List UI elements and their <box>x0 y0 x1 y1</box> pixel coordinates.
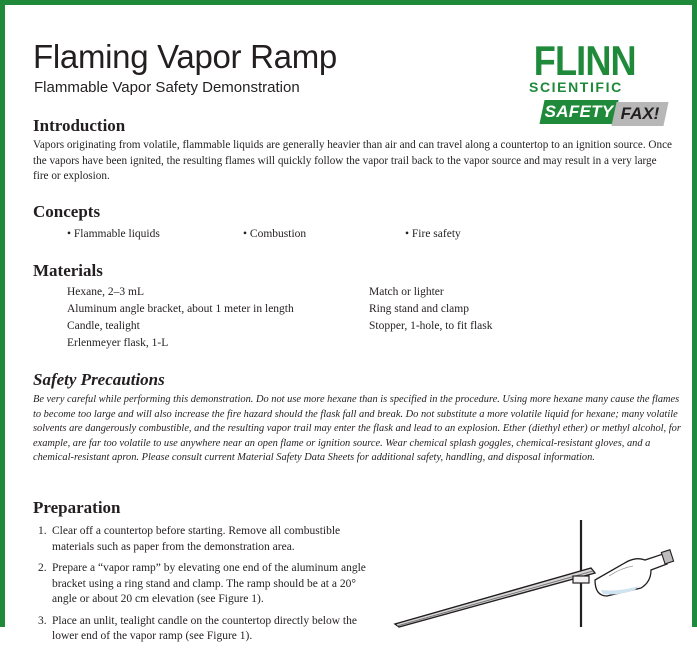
preparation-step <box>38 561 378 608</box>
safety-text: Be very careful while performing this demonstration. Do not use more hexane than is specified in the procedure. Using more hexane many cause the flames to become too large and will also increase the fire hazard should the flask fall and break. Do not substitute a more volatile liquid for hexane; many volatile solvents are dangerously combustible, and the resulting vapor trail may enter the flask and lead to an explosion. Ether (diethyl ether) or methyl alcohol, for example, are far too volatile to use anywhere near an open flame or ignition source. Wear chemical splash goggles, chemical-resistant gloves, and a chemical-resistant apron. Please consult current Material Safety Data Sheets for additional safety, handling, and disposal information. <box>33 394 681 464</box>
material-item: Match or lighter <box>369 286 444 298</box>
step-number: 1. <box>38 525 47 537</box>
preparation-step <box>38 614 378 645</box>
page-subtitle: Flammable Vapor Safety Demonstration <box>34 79 300 96</box>
logo-fax-badge <box>611 102 668 126</box>
concept-item-label: Combustion <box>249 228 307 240</box>
materials-heading: Materials <box>33 261 103 280</box>
step-text: Clear off a countertop before starting. Remove all combustible materials such as paper from the demonstration area. <box>52 525 341 553</box>
step-text: Place an unlit, tealight candle on the countertop directly below the lower end of the vapor ramp (see Figure 1). <box>52 614 357 642</box>
step-number: 3. <box>38 614 47 627</box>
preparation-heading: Preparation <box>33 498 121 517</box>
vapor-ramp-illustration <box>395 520 697 627</box>
preparation-steps <box>38 524 378 651</box>
logo-safety-badge <box>539 100 618 124</box>
logo-safety-text: SAFETY <box>544 102 614 121</box>
material-item: Aluminum angle bracket, about 1 meter in length <box>67 303 294 315</box>
step-number: 2. <box>38 562 47 574</box>
logo-scientific-text: SCIENTIFIC <box>529 79 623 95</box>
introduction-text: Vapors originating from volatile, flammable liquids are generally heavier than air and can travel along a countertop to an ignition source. Once the vapors have been ignited, the resulting flames will quickly follow the vapor trail back to the vapor source and may result in a very large fire or explosion. <box>33 139 673 182</box>
concept-item: • Combustion <box>243 228 307 240</box>
concept-item: • Fire safety <box>405 228 461 240</box>
flinn-safety-fax-logo <box>528 37 668 130</box>
material-item: Candle, tealight <box>67 320 140 332</box>
logo-flinn-text: FLINN <box>533 37 636 84</box>
page-title: Flaming Vapor Ramp <box>33 38 337 75</box>
concept-item: • Flammable liquids <box>67 228 160 240</box>
preparation-step <box>38 524 378 555</box>
ramp-edge <box>395 568 591 624</box>
logo-fax-text: FAX! <box>620 104 660 123</box>
step-text: Prepare a “vapor ramp” by elevating one end of the aluminum angle bracket using a ring stand and clamp. The ramp should be at a 20° angle or about 20 cm elevation (see Figure 1). <box>52 562 366 605</box>
concepts-heading: Concepts <box>33 202 101 221</box>
ramp-fold <box>397 571 593 626</box>
safety-heading: Safety Precautions <box>33 370 165 389</box>
concept-item-label: Flammable liquids <box>73 228 160 240</box>
clamp <box>573 576 589 583</box>
introduction-heading: Introduction <box>33 116 126 135</box>
material-item: Erlenmeyer flask, 1-L <box>67 337 169 349</box>
material-item: Stopper, 1-hole, to fit flask <box>369 320 493 332</box>
material-item: Hexane, 2–3 mL <box>67 286 144 298</box>
concept-item-label: Fire safety <box>411 228 461 240</box>
material-item: Ring stand and clamp <box>369 303 469 315</box>
